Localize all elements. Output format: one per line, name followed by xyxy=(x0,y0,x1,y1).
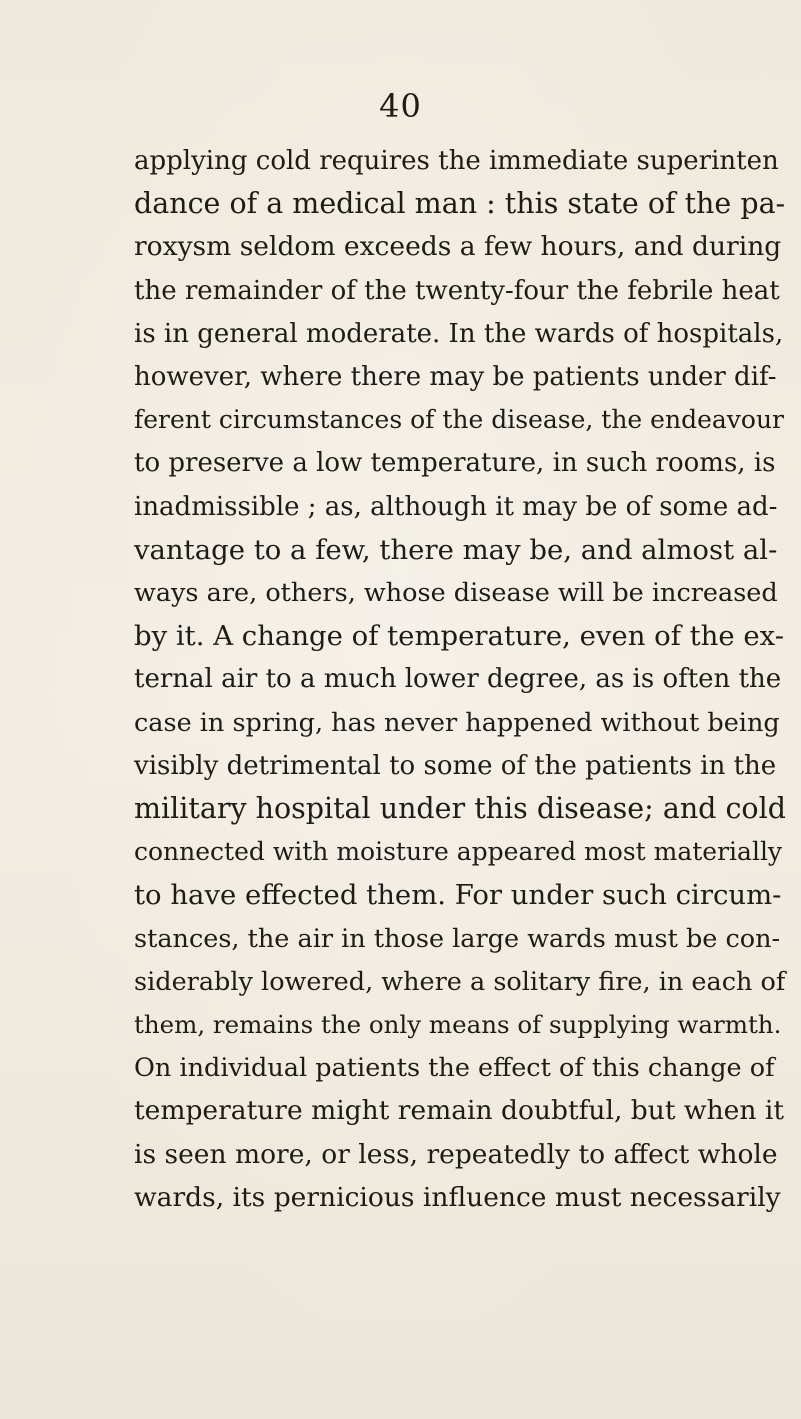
text-line: is seen more, or less, repeatedly to affect whole xyxy=(134,1138,778,1170)
text-line: them, remains the only means of supplying warmth. xyxy=(134,1010,782,1039)
text-line: ternal air to a much lower degree, as is often the xyxy=(134,664,782,695)
text-line: ferent circumstances of the disease, the endeavour xyxy=(134,405,784,435)
text-line: siderably lowered, where a solitary fire, in each of xyxy=(134,966,786,997)
text-line: dance of a medical man : this state of the pa- xyxy=(134,187,786,221)
text-line: visibly detrimental to some of the patients in the xyxy=(134,750,777,781)
text-line: military hospital under this disease; and cold xyxy=(134,792,786,825)
text-line: to preserve a low temperature, in such rooms, is xyxy=(134,448,776,479)
text-line: connected with moisture appeared most materially xyxy=(134,837,783,867)
text-line: stances, the air in those large wards must be con- xyxy=(134,923,781,954)
text-line: vantage to a few, there may be, and almost al- xyxy=(134,533,778,566)
text-line: wards, its pernicious influence must necessarily xyxy=(134,1181,781,1213)
text-line: roxysm seldom exceeds a few hours, and during xyxy=(134,231,782,263)
text-line: On individual patients the effect of this change of xyxy=(134,1053,775,1084)
text-line: case in spring, has never happened without being xyxy=(134,707,780,738)
text-line: ways are, others, whose disease will be increased xyxy=(134,578,778,608)
text-line: is in general moderate. In the wards of hospitals, xyxy=(134,318,784,349)
text-line: the remainder of the twenty-four the febrile heat xyxy=(134,275,780,306)
text-line: inadmissible ; as, although it may be of some ad- xyxy=(134,491,778,522)
text-line: temperature might remain doubtful, but when it xyxy=(134,1095,784,1127)
text-line: applying cold requires the immediate superinten xyxy=(134,146,779,176)
text-line: by it. A change of temperature, even of the ex- xyxy=(134,620,784,653)
text-line: however, where there may be patients under dif- xyxy=(134,362,777,392)
text-line: to have effected them. For under such circum- xyxy=(134,879,782,912)
page-number: 40 xyxy=(379,87,422,125)
